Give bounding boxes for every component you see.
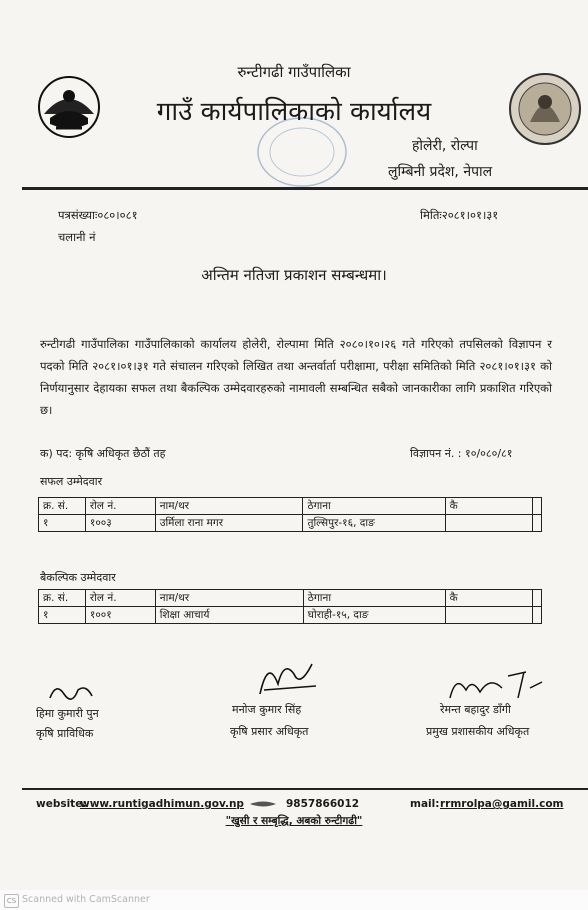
phone-number: 9857866012: [286, 798, 360, 810]
address-line-2: लुम्बिनी प्रदेश, नेपाल: [388, 164, 493, 180]
advertisement-number: विज्ञापन नं. : १०/०८०/८१: [410, 447, 513, 460]
header-cell: रोल नं.: [85, 498, 155, 515]
header-cell: क्र. सं.: [39, 590, 86, 607]
table-cell: [445, 515, 532, 532]
table-cell-blank: [533, 515, 542, 532]
table-row: [39, 607, 542, 624]
signatory-2-role: कृषि प्रसार अधिकृत: [230, 725, 309, 738]
table-header-row: [39, 498, 542, 515]
phone-icon: [248, 794, 278, 804]
table-header-row: [39, 590, 542, 607]
camscanner-watermark: [0, 890, 588, 910]
mail-link[interactable]: rrmrolpa@gamil.com: [440, 798, 564, 810]
header-cell: कै: [445, 590, 532, 607]
table-cell: घोराही-१५, दाङ: [303, 607, 445, 624]
reference-number: पत्रसंख्याः०८०।०८१: [58, 208, 138, 222]
header-cell: नाम/थर: [155, 498, 303, 515]
signatory-1-role: कृषि प्राविधिक: [36, 727, 94, 740]
header-divider: [22, 187, 588, 190]
header-cell-blank: [533, 590, 542, 607]
table-cell: उर्मिला राना मगर: [155, 515, 303, 532]
table-cell-blank: [533, 607, 542, 624]
alternate-table: [38, 589, 542, 624]
table-cell: १००१: [85, 607, 155, 624]
office-name: गाउँ कार्यपालिकाको कार्यालय: [156, 97, 432, 127]
table-cell: १: [39, 515, 86, 532]
table-cell: [445, 607, 532, 624]
letter-date: मितिः२०८१।०१।३१: [420, 208, 499, 222]
signatory-1-name: हिमा कुमारी पुन: [36, 707, 99, 720]
signatory-3-name: रेमन्त बहादुर डाँगी: [440, 703, 511, 716]
header-cell: नाम/थर: [155, 590, 303, 607]
subject-line: अन्तिम नतिजा प्रकाशन सम्बन्धमा।: [201, 266, 387, 284]
header-cell-blank: [533, 498, 542, 515]
alternate-heading: बैकल्पिक उम्मेदवार: [40, 571, 116, 584]
header-cell: कै: [445, 498, 532, 515]
header-cell: रोल नं.: [85, 590, 155, 607]
header-cell: क्र. सं.: [39, 498, 86, 515]
table-row: [39, 515, 542, 532]
mail-label: mail:: [410, 798, 440, 810]
signature-3-icon: [446, 668, 546, 704]
successful-heading: सफल उम्मेदवार: [40, 475, 103, 488]
table-cell: १: [39, 607, 86, 624]
signature-2-icon: [254, 654, 324, 700]
camscanner-logo-icon: CS: [4, 894, 19, 908]
table-cell: शिक्षा आचार्य: [155, 607, 303, 624]
signatory-3-role: प्रमुख प्रशासकीय अधिकृत: [426, 725, 530, 738]
slogan: "खुसी र सम्बृद्धि, अबको रुन्टीगढी": [225, 815, 363, 827]
chalani-number: चलानी नं: [58, 230, 96, 244]
table-cell: तुल्सिपुर-१६, दाङ: [303, 515, 445, 532]
successful-table: [38, 497, 542, 532]
website-link[interactable]: www.runtigadhimun.gov.np: [80, 798, 244, 810]
header-cell: ठेगाना: [303, 590, 445, 607]
address-line-1: होलेरी, रोल्पा: [412, 138, 478, 154]
signature-1-icon: [46, 680, 96, 704]
post-label: क) पद: कृषि अधिकृत छैठौं तह: [40, 447, 166, 460]
footer-divider: [22, 788, 588, 790]
signatory-2-name: मनोज कुमार सिंह: [232, 703, 302, 716]
body-paragraph: रुन्टीगढी गाउँपालिका गाउँपालिकाको कार्यालय होलेरी, रोल्पामा मिति २०८०।१०।२६ गते गरिएको तपसिलको विज्ञापन र पदको मिति २०८१।०१।३१ गते संचालन गरिएको लिखित तथा अन्तर्वार्ता परीक्षामा, परीक्षा समितिको मिति २०८१।०१।३१ को निर्णयानुसार देहायका सफल तथा बैकल्पिक उम्मेदवारहरुको नामावली सम्बन्धित सबैको जानकारीका लागि प्रकाशित गरिएको छ।: [40, 337, 552, 417]
website-label: website:: [36, 798, 87, 810]
municipality-name: रुन्टीगढी गाउँपालिका: [237, 63, 351, 81]
camscanner-text: Scanned with CamScanner: [22, 894, 150, 905]
header-cell: ठेगाना: [303, 498, 445, 515]
table-cell: १००३: [85, 515, 155, 532]
